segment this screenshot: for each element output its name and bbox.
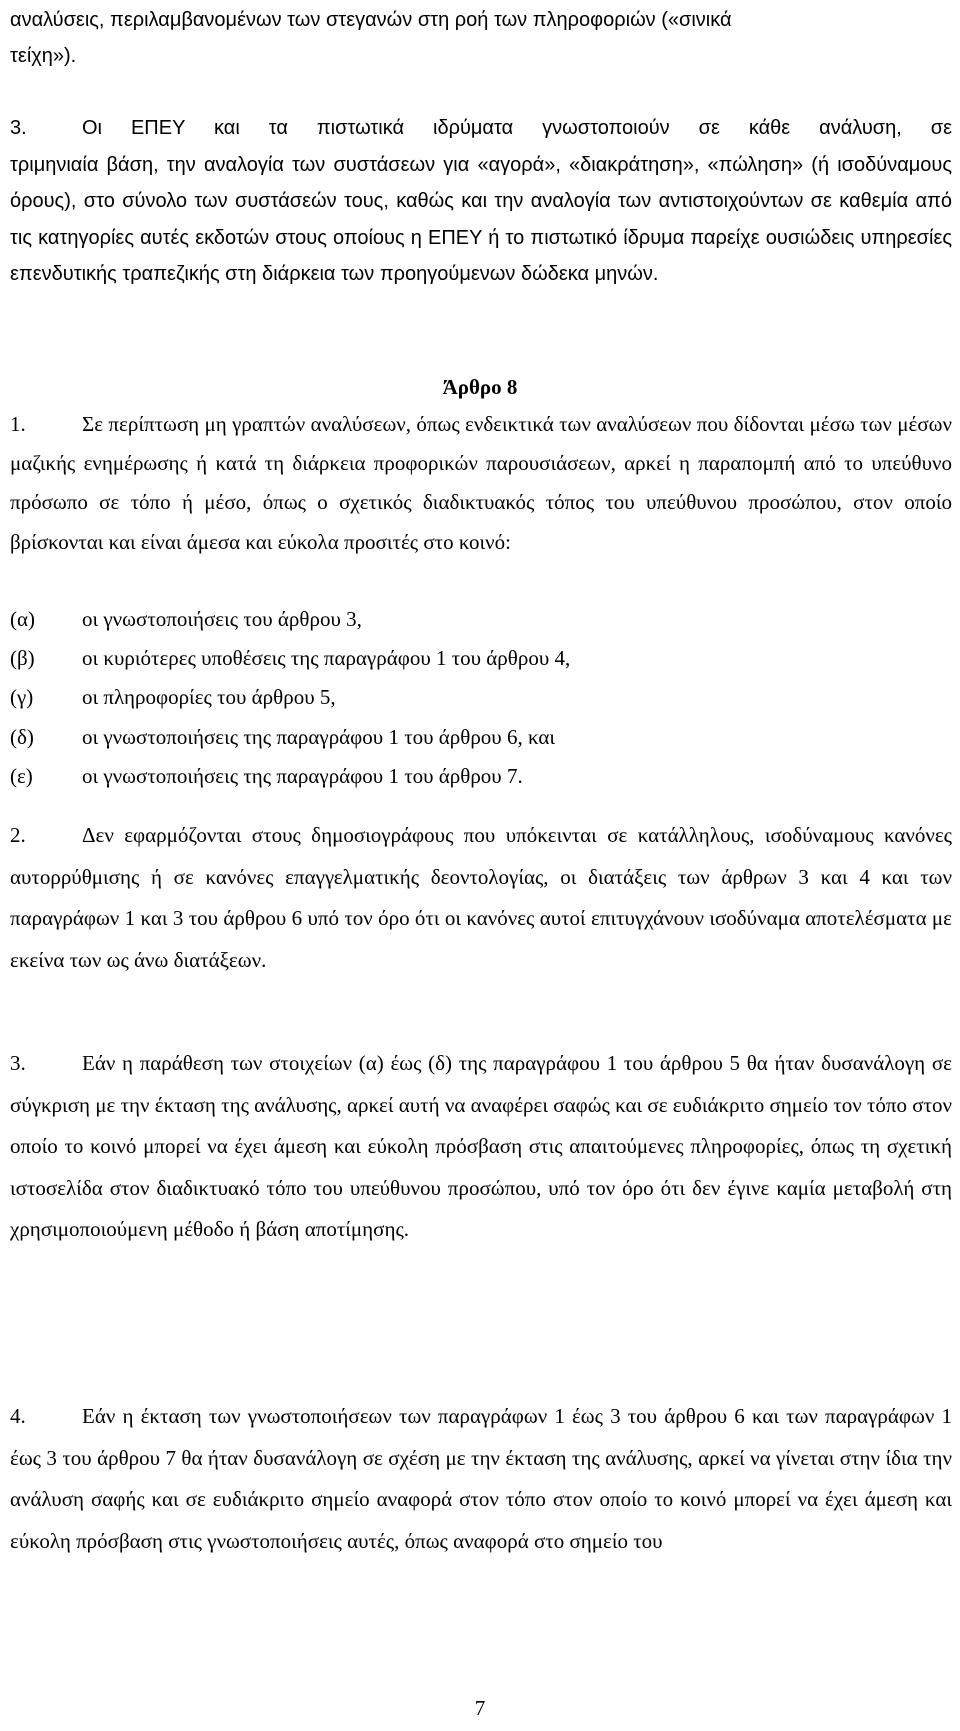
paragraph-body: Δεν εφαρμόζονται στους δημοσιογράφους που υπόκεινται σε κατάλληλους, ισοδύναμους κανόνες αυτορρύθμισης ή σε κανόνες επαγγελματικής δεοντολογίας, οι διατάξεις των άρθρων 3 και 4 και των παραγράφων 1 και 3 του άρθρου 6 υπό τον όρο ότι οι κανόνες αυτοί επιτυγχάνουν ισοδύναμα αποτελέσματα με εκείνα των ως άνω διατάξεων. — [10, 823, 952, 972]
list-item — [10, 639, 952, 678]
list-item-label: (α) — [10, 607, 35, 631]
list-item-text: οι γνωστοποιήσεις της παραγράφου 1 του άρθρου 7. — [82, 763, 523, 788]
paragraph-body: Εάν η έκταση των γνωστοποιήσεων των παραγράφων 1 έως 3 του άρθρου 6 και των παραγράφων 1 έως 3 του άρθρου 7 θα ήταν δυσανάλογη σε σχέση με την έκταση της ανάλυσης, αρκεί να γίνεται στην ίδια την ανάλυση σαφής και σε ευδιάκριτο σημείο αναφορά στον τόπο στον οποίο το κοινό μπορεί να έχει άμεση και εύκολη πρόσβαση στις γνωστοποιήσεις αυτές, όπως αναφορά στο σημείο του — [10, 1404, 952, 1553]
paragraph-body: Εάν η παράθεση των στοιχείων (α) έως (δ) της παραγράφου 1 του άρθρου 5 θα ήταν δυσανάλογη σε σύγκριση με την έκταση της ανάλυσης, αρκεί αυτή να αναφέρει σαφώς και σε ευδιάκριτο σημείο τον τόπο στον οποίο το κοινό μπορεί να έχει άμεση και εύκολη πρόσβαση στις απαιτούμενες πληροφορίες, όπως τη σχετική ιστοσελίδα στον διαδικτυακό τόπο του υπεύθυνου προσώπου, υπό τον όρο ότι δεν έγινε καμία μεταβολή στη χρησιμοποιούμενη μέθοδο ή βάση αποτίμησης. — [10, 1051, 952, 1241]
list-item — [10, 600, 952, 639]
article8-paragraph-3 — [10, 1043, 952, 1251]
list-item-label: (ε) — [10, 763, 33, 788]
intro-paragraph — [10, 2, 952, 74]
list-item — [10, 757, 952, 796]
paragraph-number: 4. — [10, 1404, 26, 1428]
paragraph-body: τριμηνιαία βάση, την αναλογία των συστάσεων για «αγορά», «διακράτηση», «πώληση» (ή ισοδύναμους όρους), στο σύνολο των συστάσεών τους, καθώς και την αναλογία των αντιστοιχούντων σε καθεμία από τις κατηγορίες αυτές εκδοτών στους οποίους η ΕΠΕΥ ή το πιστωτικό ίδρυμα παρείχε ουσιώδεις υπηρεσίες επενδυτικής τραπεζικής στη διάρκεια των προηγούμενων δώδεκα μηνών. — [10, 153, 952, 285]
article8-paragraph-1 — [10, 405, 952, 562]
list-item — [10, 678, 952, 717]
list-item-label: (β) — [10, 646, 35, 671]
page-number: 7 — [474, 1696, 486, 1720]
article8-paragraph-2 — [10, 815, 952, 981]
article-heading: Άρθρο 8 — [442, 375, 518, 399]
paragraph-number: 3. — [10, 117, 27, 139]
list-item-label: (γ) — [10, 685, 34, 710]
list-item-label: (δ) — [10, 724, 34, 749]
list-item-text: οι πληροφορίες του άρθρου 5, — [82, 685, 336, 710]
article7-paragraph-3 — [10, 110, 952, 293]
list-item — [10, 718, 952, 757]
paragraph-number: 2. — [10, 823, 26, 847]
disclosure-list — [10, 600, 952, 796]
paragraph-number: 1. — [10, 412, 26, 436]
article8-paragraph-4 — [10, 1396, 952, 1562]
list-item-text: οι γνωστοποιήσεις της παραγράφου 1 του άρθρου 6, και — [82, 724, 556, 749]
paragraph-body: Σε περίπτωση μη γραπτών αναλύσεων, όπως ενδεικτικά των αναλύσεων που δίδονται μέσω των μέσων μαζικής ενημέρωσης ή κατά τη διάρκεια προφορικών παρουσιάσεων, αρκεί η παραπομπή από το υπεύθυνο πρόσωπο σε τόπο ή μέσο, όπως ο σχετικός διαδικτυακός τόπος του υπεύθυνου προσώπου, στον οποίο βρίσκονται και είναι άμεσα και εύκολα προσιτές στο κοινό: — [10, 412, 952, 554]
intro-line-2: τείχη»). — [10, 45, 77, 67]
list-item-text: οι κυριότερες υποθέσεις της παραγράφου 1 του άρθρου 4, — [82, 646, 571, 671]
intro-line-1: αναλύσεις, περιλαμβανομένων των στεγανών στη ροή των πληροφοριών («σινικά — [10, 9, 732, 31]
list-item-text: οι γνωστοποιήσεις του άρθρου 3, — [82, 607, 362, 631]
paragraph-first-line: Οι ΕΠΕΥ και τα πιστωτικά ιδρύματα γνωστοποιούν σε κάθε ανάλυση, σε — [82, 117, 952, 139]
paragraph-number: 3. — [10, 1051, 26, 1075]
